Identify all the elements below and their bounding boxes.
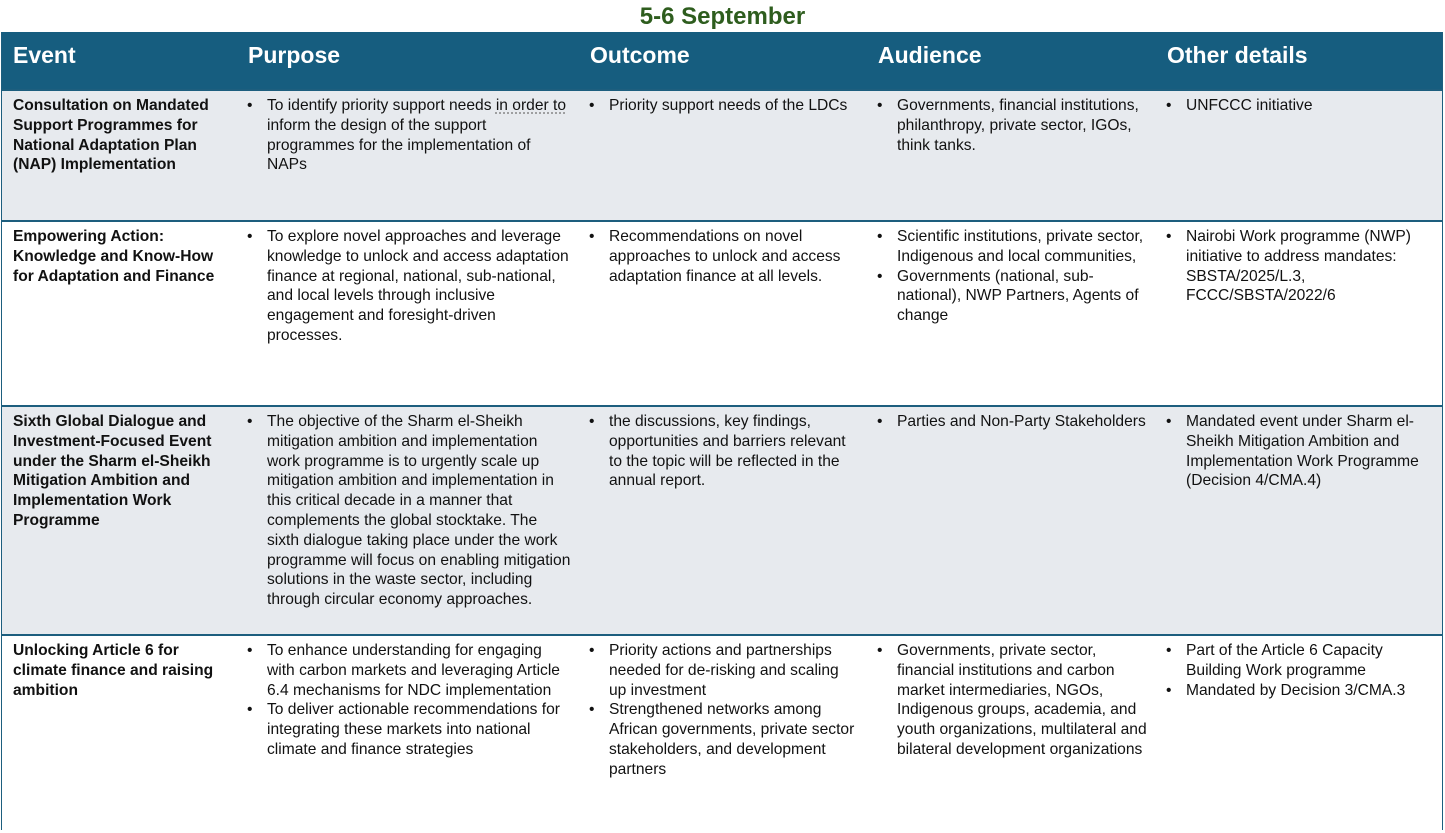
table-header-row [2,32,1442,90]
list-item: • UNFCCC initiative [1166,96,1434,116]
list-item: • The objective of the Sharm el-Sheikh mitigation ambition and implementation work programme is to urgently scale up mitigation ambition and implementation in this critical decade in a manner that complements the global stocktake. The sixth dialogue taking place under the work programme will focus on enabling mitigation solutions in the waste sector, including through circular economy approaches. [247,412,571,610]
other-details-cell [1156,406,1442,635]
purpose-list [247,412,571,610]
other-details-list [1166,641,1434,700]
outcome-list [589,227,859,286]
spellcheck-marked-text: in order to [495,97,567,114]
list-item: • Priority support needs of the LDCs [589,96,859,116]
list-item: • Nairobi Work programme (NWP) initiative to address mandates: SBSTA/2025/L.3, FCCC/SBSTA/2022/6 [1166,227,1434,306]
audience-list [877,96,1148,155]
outcome-list [589,641,859,780]
other-details-list [1166,227,1434,306]
purpose-cell [237,90,579,221]
table-row [2,635,1442,829]
header-event: Event [13,42,76,68]
list-item: • To deliver actionable recommendations for integrating these markets into national climate and finance strategies [247,700,571,759]
audience-list [877,227,1148,326]
event-name: Unlocking Article 6 for climate finance and raising ambition [13,642,214,699]
event-name: Empowering Action: Knowledge and Know-How for Adaptation and Finance [13,228,215,285]
purpose-text: To identify priority support needs [267,97,496,114]
list-item: • Priority actions and partnerships needed for de-risking and scaling up investment [589,641,859,700]
events-table [2,32,1442,829]
list-item [247,96,571,175]
list-item: • Governments, financial institutions, philanthropy, private sector, IGOs, think tanks. [877,96,1148,155]
audience-cell [867,221,1156,406]
list-item: • To explore novel approaches and leverage knowledge to unlock and access adaptation finance at regional, national, sub-national, and local levels through inclusive engagement and foresight-driven processes. [247,227,571,346]
list-item: • Recommendations on novel approaches to unlock and access adaptation finance at all levels. [589,227,859,286]
list-item: • To enhance understanding for engaging with carbon markets and leveraging Article 6.4 mechanisms for NDC implementation [247,641,571,700]
other-details-cell [1156,221,1442,406]
list-item: • Mandated event under Sharm el-Sheikh Mitigation Ambition and Implementation Work Programme (Decision 4/CMA.4) [1166,412,1434,491]
table-row [2,406,1442,635]
list-item: • Parties and Non-Party Stakeholders [877,412,1148,432]
page-title: 5-6 September [639,3,806,30]
audience-cell [867,635,1156,829]
outcome-cell [579,90,867,221]
header-outcome: Outcome [590,42,690,68]
purpose-list [247,227,571,346]
purpose-list [247,96,571,175]
audience-list [877,641,1148,760]
outcome-cell [579,406,867,635]
table-row [2,221,1442,406]
outcome-list [589,96,859,116]
list-item: • Mandated by Decision 3/CMA.3 [1166,681,1434,701]
other-details-list [1166,96,1434,116]
event-name: Consultation on Mandated Support Programmes for National Adaptation Plan (NAP) Implementation [13,97,209,174]
other-details-cell [1156,90,1442,221]
audience-cell [867,90,1156,221]
table-row [2,90,1442,221]
list-item: • the discussions, key findings, opportunities and barriers relevant to the topic will be reflected in the annual report. [589,412,859,491]
outcome-cell [579,635,867,829]
outcome-list [589,412,859,491]
header-other-details: Other details [1167,42,1308,68]
other-details-cell [1156,635,1442,829]
other-details-list [1166,412,1434,491]
purpose-cell [237,635,579,829]
purpose-cell [237,406,579,635]
list-item: • Governments, private sector, financial institutions and carbon market intermediaries, NGOs, Indigenous groups, academia, and youth organizations, multilateral and bilateral development organizations [877,641,1148,760]
list-item: • Part of the Article 6 Capacity Building Work programme [1166,641,1434,681]
purpose-list [247,641,571,760]
events-table-container [1,32,1443,830]
header-audience: Audience [878,42,982,68]
list-item: • Governments (national, sub-national), NWP Partners, Agents of change [877,267,1148,326]
event-name: Sixth Global Dialogue and Investment-Focused Event under the Sharm el-Sheikh Mitigation Ambition and Implementation Work Programme [13,413,212,529]
purpose-text: inform the design of the support programmes for the implementation of NAPs [267,116,531,174]
list-item: • Strengthened networks among African governments, private sector stakeholders, and development partners [589,700,859,779]
outcome-cell [579,221,867,406]
audience-list [877,412,1148,432]
purpose-cell [237,221,579,406]
header-purpose: Purpose [248,42,341,68]
list-item: • Scientific institutions, private sector, Indigenous and local communities, [877,227,1148,267]
audience-cell [867,406,1156,635]
